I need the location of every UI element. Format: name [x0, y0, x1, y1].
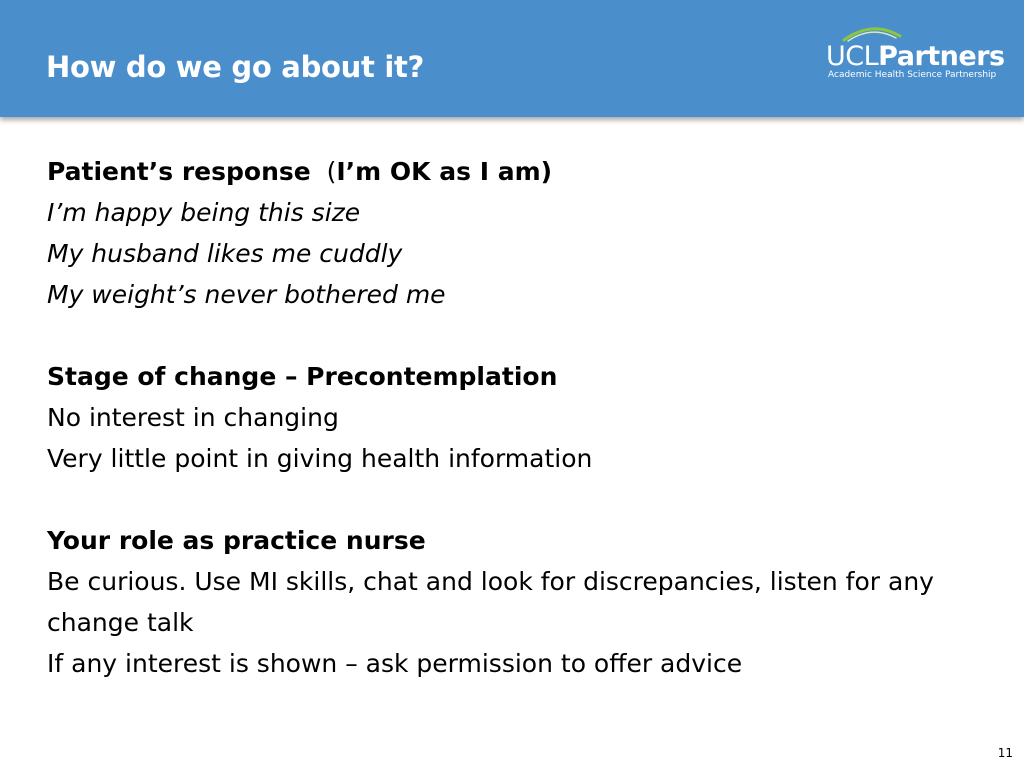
slide-header [0, 0, 1024, 117]
logo-tagline: Academic Health Science Partnership [828, 70, 997, 80]
role-line: If any interest is shown – ask permission to offer advice [47, 649, 743, 678]
spacer [47, 315, 987, 356]
page-number: 11 [997, 746, 1013, 760]
role-heading: Your role as practice nurse [47, 526, 426, 555]
stage-of-change-line: Very little point in giving health information [47, 444, 593, 473]
slide-body [47, 151, 987, 684]
patient-response-heading-text: Patient’s response [47, 157, 311, 186]
logo-arc-icon [842, 24, 902, 42]
ucl-partners-logo [820, 24, 1005, 86]
patient-quote: I’m happy being this size [47, 198, 361, 227]
logo-partners-text: Partners [878, 41, 1005, 72]
spacer [47, 479, 987, 520]
stage-of-change-line: No interest in changing [47, 403, 339, 432]
patient-response-suffix: I’m OK as I am) [336, 157, 553, 186]
patient-quote: My weight’s never bothered me [47, 280, 446, 309]
patient-response-paren: ( [326, 157, 337, 186]
patient-response-heading [47, 151, 987, 192]
stage-of-change-heading: Stage of change – Precontemplation [47, 362, 558, 391]
slide-title: How do we go about it? [46, 50, 425, 84]
logo-wordmark [826, 42, 1005, 72]
role-line: Be curious. Use MI skills, chat and look for discrepancies, listen for any change talk [47, 567, 934, 637]
patient-quote: My husband likes me cuddly [47, 239, 403, 268]
logo-ucl-text: UCL [826, 41, 879, 72]
